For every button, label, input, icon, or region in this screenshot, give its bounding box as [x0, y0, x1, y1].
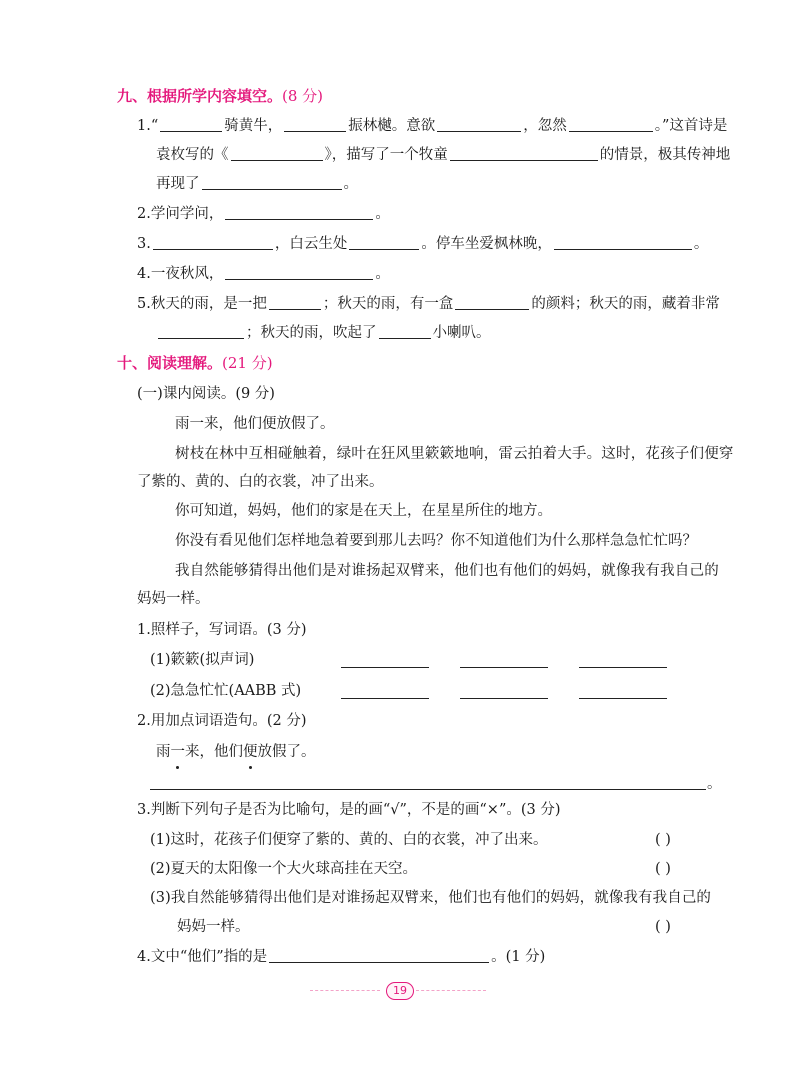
- answer-blank[interactable]: [450, 145, 598, 161]
- answer-blank[interactable]: [269, 294, 321, 310]
- text-fragment: 雨: [156, 744, 171, 760]
- period: 。: [707, 776, 722, 792]
- text-fragment: 来，他们: [185, 744, 243, 760]
- answer-blank[interactable]: [569, 116, 653, 132]
- s10-q2-title: 2.用加点词语造句。(2 分): [137, 713, 307, 729]
- answer-line[interactable]: [579, 667, 667, 668]
- answer-blank[interactable]: [160, 116, 222, 132]
- text-fragment: 再现了: [156, 176, 200, 192]
- page-number: 19: [386, 982, 414, 1000]
- text-fragment: 小喇叭。: [432, 325, 491, 341]
- text-fragment: 。: [375, 266, 390, 282]
- answer-blank[interactable]: [437, 116, 521, 132]
- s9-q1-line3: [156, 174, 358, 194]
- answer-line[interactable]: [579, 698, 667, 699]
- text-fragment: 。停车坐爱枫林晚，: [421, 236, 552, 252]
- text-fragment: ，忽然: [523, 118, 567, 134]
- passage-para1: 雨一来，他们便放假了。: [175, 416, 335, 432]
- passage-para4: 你没有看见他们怎样地急着要到那儿去吗？你不知道他们为什么那样急急忙忙吗？: [175, 533, 697, 549]
- answer-line[interactable]: [460, 698, 548, 699]
- s9-q3: [137, 234, 708, 254]
- dotted-word: 一: [170, 744, 185, 760]
- s9-q1-line2: [156, 145, 730, 165]
- answer-blank[interactable]: [349, 234, 419, 250]
- s10-q1-title: 1.照样子，写词语。(3 分): [137, 622, 307, 638]
- answer-blank[interactable]: [225, 264, 373, 280]
- judgment-parentheses[interactable]: ( ): [655, 861, 671, 877]
- page-footer: [310, 982, 490, 1000]
- s10-q3-title: 3.判断下列句子是否为比喻句，是的画“√”，不是的画“×”。(3 分): [137, 802, 561, 818]
- s10-q3-b: (2)夏天的太阳像一个大火球高挂在天空。: [150, 861, 418, 877]
- judgment-parentheses[interactable]: ( ): [655, 832, 671, 848]
- passage-para5: 我自然能够猜得出他们是对谁扬起双臂来，他们也有他们的妈妈，就像我有我自己的: [175, 563, 719, 579]
- text-fragment: 。(1 分): [491, 949, 546, 965]
- s9-q2: [137, 204, 390, 224]
- answer-line[interactable]: [341, 667, 429, 668]
- part1-title: (一)课内阅读。(9 分): [137, 386, 275, 402]
- s9-q5-line1: [137, 294, 720, 314]
- section10-heading: [117, 353, 273, 373]
- text-fragment: 骑黄牛，: [224, 118, 283, 134]
- section10-score: (21 分): [222, 354, 273, 372]
- s10-q4: [137, 947, 545, 967]
- answer-line[interactable]: [460, 667, 548, 668]
- text-fragment: 放假了。: [257, 744, 316, 760]
- answer-blank[interactable]: [379, 323, 431, 339]
- s9-q1-line1: [137, 116, 727, 136]
- s10-q1-b: (2)急急忙忙(AABB 式): [150, 683, 302, 699]
- answer-line[interactable]: [341, 698, 429, 699]
- answer-blank[interactable]: [231, 145, 323, 161]
- judgment-parentheses[interactable]: ( ): [655, 919, 671, 935]
- text-fragment: 4.文中“他们”指的是: [137, 949, 268, 965]
- answer-blank[interactable]: [225, 204, 373, 220]
- s10-q3-c: (3)我自然能够猜得出他们是对谁扬起双臂来，他们也有他们的妈妈，就像我有我自己的: [150, 890, 712, 906]
- answer-blank[interactable]: [455, 294, 529, 310]
- section9-title: 九、根据所学内容填空。: [117, 87, 283, 105]
- answer-blank[interactable]: [269, 947, 489, 963]
- s10-q3-c-cont: 妈妈一样。: [177, 919, 250, 935]
- text-fragment: 袁枚写的《: [156, 147, 229, 163]
- answer-blank[interactable]: [284, 116, 346, 132]
- s10-q2-example: [156, 742, 316, 762]
- text-fragment: 》，描写了一个牧童: [324, 147, 448, 163]
- passage-para2-cont: 了紫的、黄的、白的衣裳，冲了出来。: [137, 474, 384, 490]
- text-fragment: ，白云生处: [274, 236, 348, 252]
- section9-heading: [117, 86, 323, 106]
- footer-rule-right: [416, 990, 486, 991]
- passage-para5-cont: 妈妈一样。: [137, 591, 210, 607]
- text-fragment: 5.秋天的雨，是一把: [137, 296, 267, 312]
- text-fragment: 。: [375, 206, 390, 222]
- footer-rule-left: [310, 990, 380, 991]
- answer-blank[interactable]: [153, 234, 273, 250]
- answer-blank[interactable]: [202, 174, 342, 190]
- sentence-answer-line[interactable]: [150, 789, 706, 790]
- text-fragment: 。: [343, 176, 358, 192]
- answer-blank[interactable]: [158, 323, 244, 339]
- s9-q5-line2: [156, 323, 491, 343]
- dotted-word: 便: [243, 744, 258, 760]
- text-fragment: 2.学问学问，: [137, 206, 224, 222]
- text-fragment: 。: [693, 236, 709, 252]
- answer-blank[interactable]: [554, 234, 692, 250]
- text-fragment: 4.一夜秋风，: [137, 266, 224, 282]
- passage-para2: 树枝在林中互相碰触着，绿叶在狂风里簌簌地响，雷云拍着大手。这时，花孩子们便穿: [175, 446, 734, 462]
- text-fragment: ；秋天的雨，吹起了: [246, 325, 377, 341]
- text-fragment: 振林樾。意欲: [348, 118, 436, 134]
- text-fragment: 的颜料；秋天的雨，藏着非常: [531, 296, 720, 312]
- passage-para3: 你可知道，妈妈，他们的家是在天上，在星星所住的地方。: [175, 503, 552, 519]
- s10-q3-a: (1)这时，花孩子们便穿了紫的、黄的、白的衣裳，冲了出来。: [150, 832, 548, 848]
- text-fragment: ；秋天的雨，有一盒: [322, 296, 454, 312]
- text-fragment: 的情景，极其传神地: [599, 147, 731, 163]
- text-fragment: 1.“: [137, 118, 159, 134]
- s9-q4: [137, 264, 390, 284]
- section10-title: 十、阅读理解。: [117, 354, 223, 372]
- section9-score: (8 分): [282, 87, 324, 105]
- text-fragment: 3.: [137, 236, 151, 252]
- text-fragment: 。”这首诗是: [654, 118, 728, 134]
- s10-q1-a: (1)簌簌(拟声词): [150, 652, 255, 668]
